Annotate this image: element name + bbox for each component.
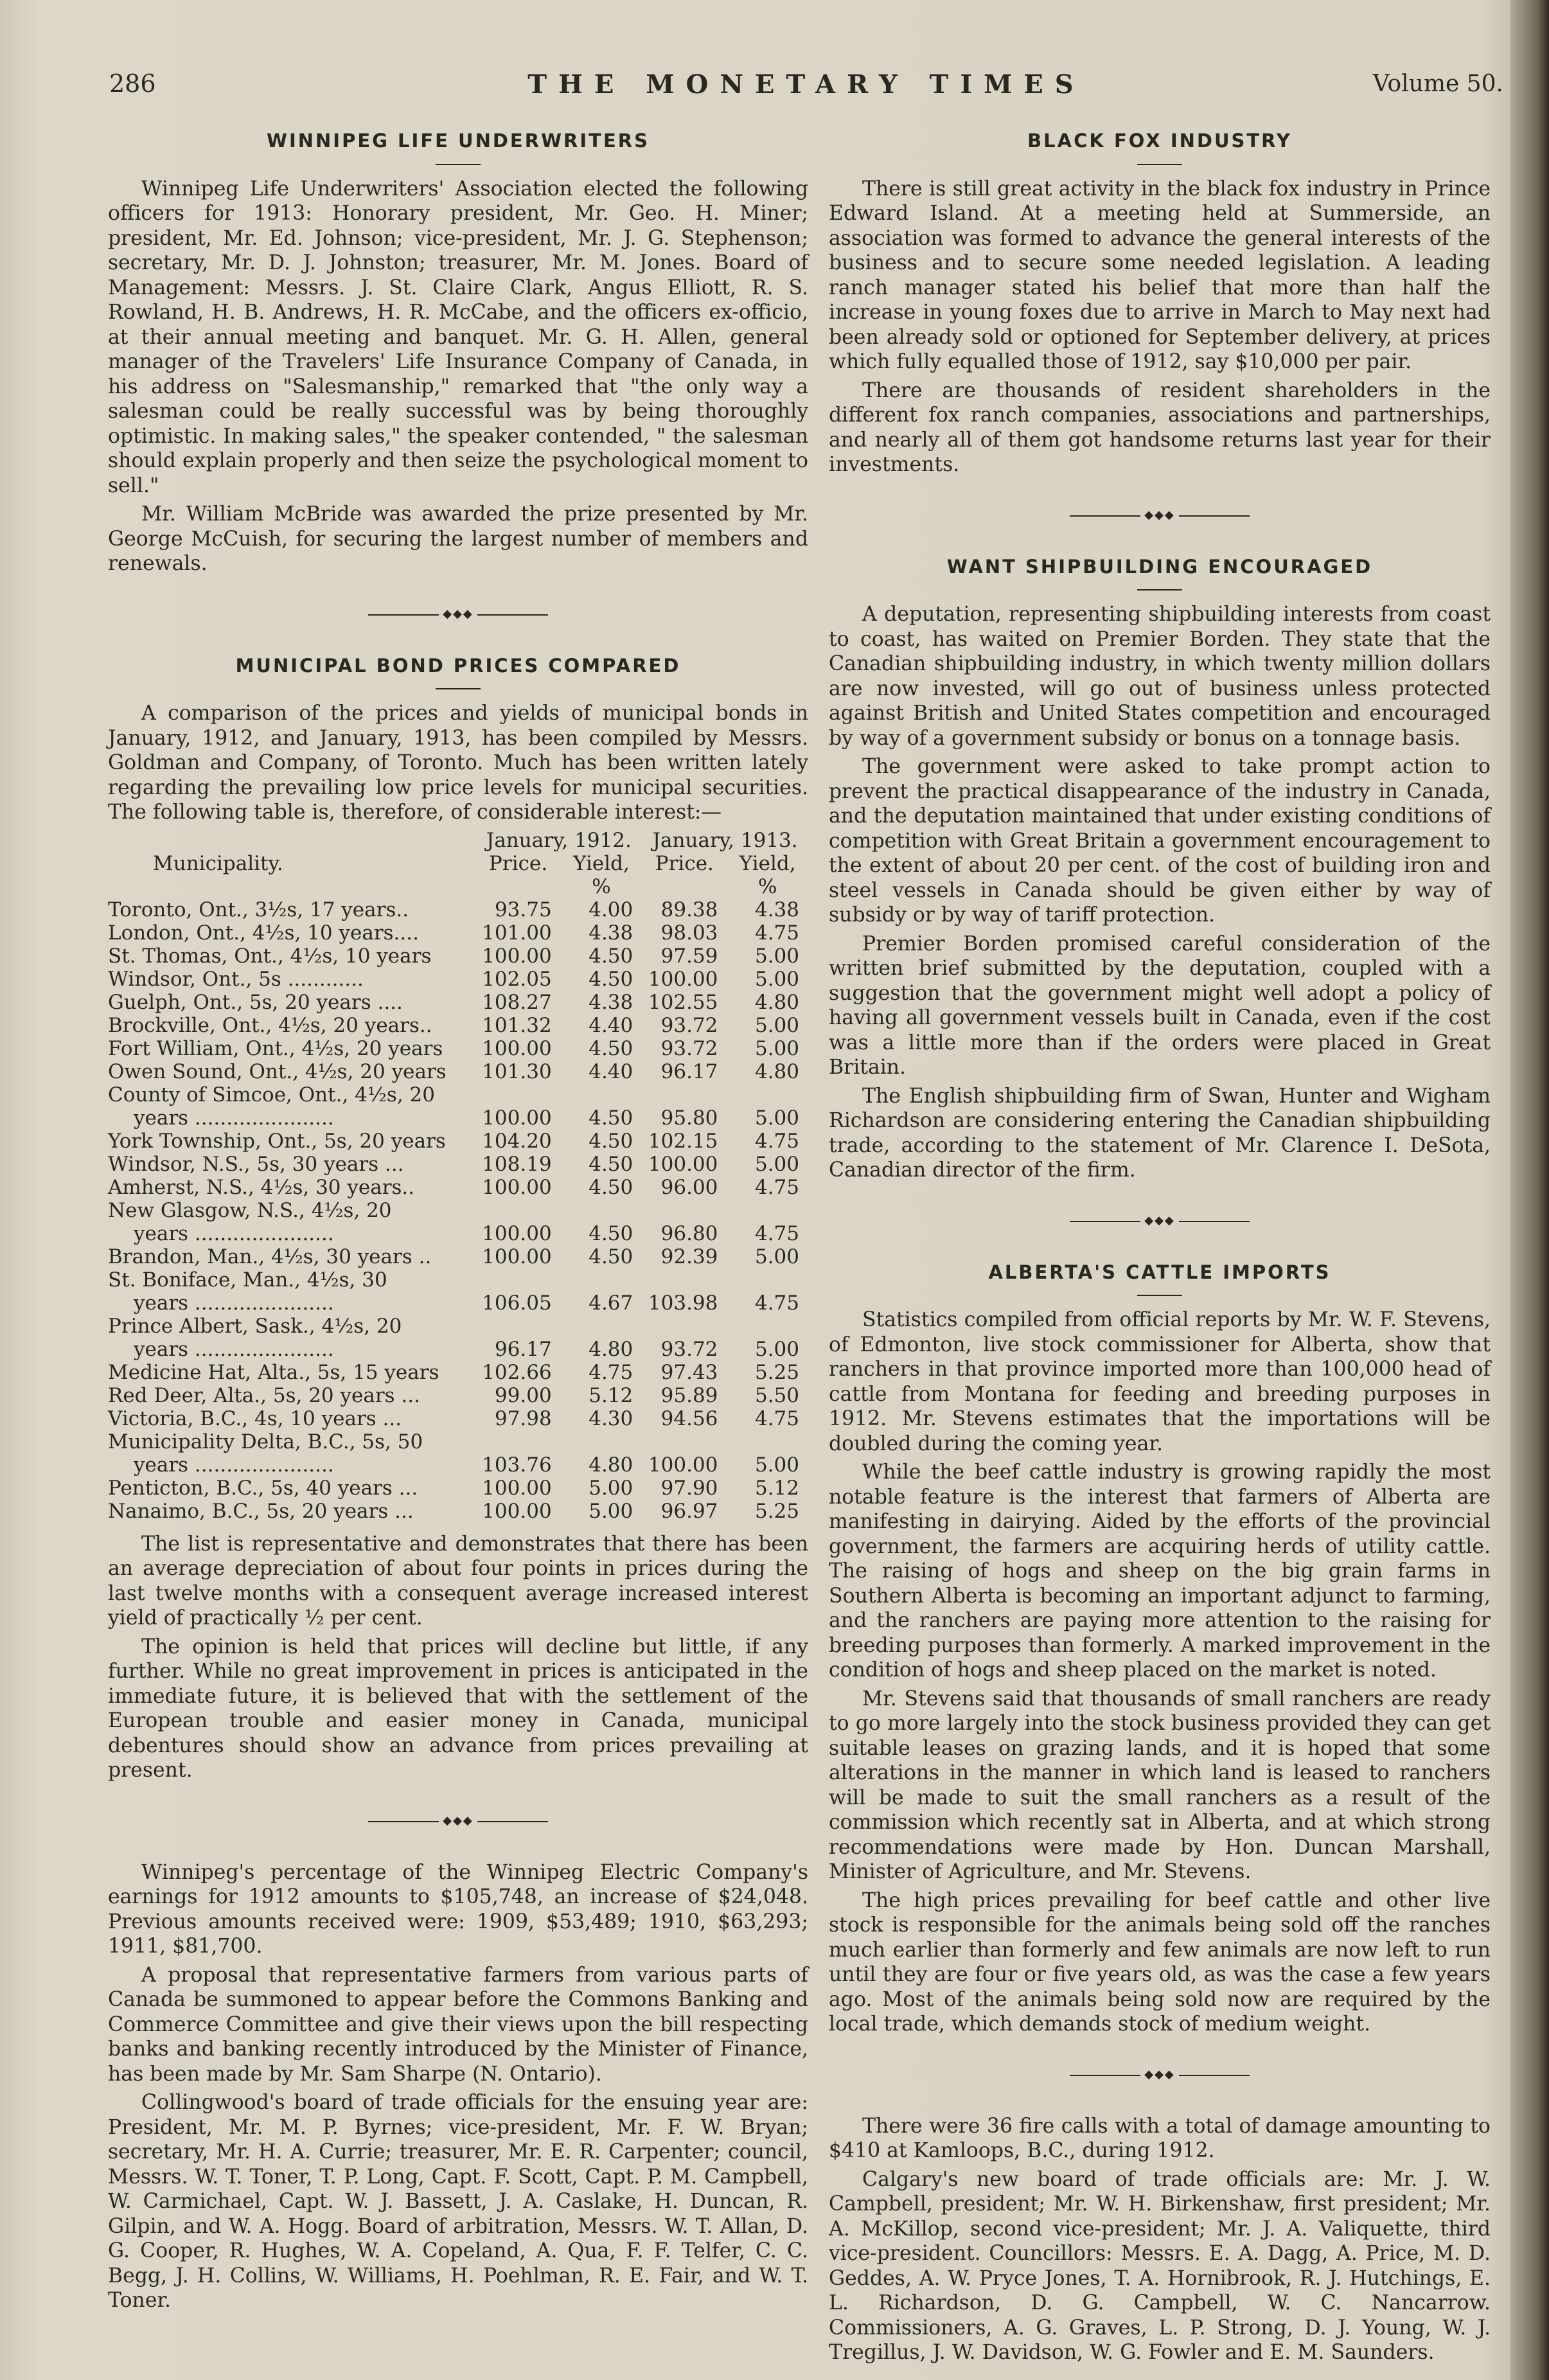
article-paragraph: There are thousands of resident shareholders in the different fox ranch companies, associations and partnerships, and nearly all of them got handsome returns last year for their investments. [829, 378, 1491, 476]
price-cell: 100.00 [648, 1453, 718, 1477]
table-row [108, 1245, 808, 1268]
yield-cell: 4.38 [754, 898, 799, 921]
price-cell: 100.00 [482, 1036, 552, 1060]
table-row [108, 1083, 808, 1106]
price-cell: 97.98 [494, 1407, 552, 1430]
municipality-cell: years ...................... [134, 1337, 334, 1361]
right-column [829, 129, 1491, 2369]
table-row [108, 1037, 808, 1060]
heading-rule [436, 164, 481, 165]
table-row [108, 898, 808, 921]
municipality-cell: Amherst, N.S., 4½s, 30 years.. [108, 1175, 415, 1199]
price-cell: 96.80 [660, 1221, 718, 1245]
yield-cell: 4.80 [754, 990, 799, 1014]
article-paragraph: The English shipbuilding firm of Swan, Hunter and Wigham Richardson are considering entering the Canadian shipbuilding trade, according to the statement of Mr. Clarence I. DeSota, Canadian director of the firm. [829, 1084, 1491, 1182]
yield-cell [561, 1430, 642, 1453]
article-paragraph: Premier Borden promised careful consideration of the written brief submitted by the deputation, coupled with a suggestion that the government might well adopt a policy of having all government vessels built in Canada, even if the cost was a little more than if the orders were placed in Great Britain. [829, 932, 1491, 1079]
article-paragraph: There is still great activity in the black fox industry in Prince Edward Island. At a meeting held at Summerside, an association was formed to advance the general interests of the business and to secure some needed legislation. A leading ranch manager stated his belief that more than half the increase in young foxes due to arrive in March to May next had been already sold or optioned for September delivery, at prices which fully equalled those of 1912, say $10,000 per pair. [829, 177, 1491, 373]
news-brief: Collingwood's board of trade officials for the ensuing year are: President, Mr. M. P. Byrnes; vice-president, Mr. F. W. Bryan; secretary, Mr. H. A. Currie; treasurer, Mr. E. R. Carpenter; council, Messrs. W. T. Toner, T. P. Long, Capt. F. Scott, Capt. P. M. Campbell, W. Carmichael, Capt. W. J. Bassett, J. A. Caslake, H. Duncan, R. Gilpin, and W. A. Hogg. Board of arbitration, Messrs. W. T. Allan, D. G. Cooper, R. Hughes, W. A. Copeland, A. Qua, F. F. Telfer, C. C. Begg, J. H. Collins, W. Williams, H. Poehlman, R. E. Fair, and W. T. Toner. [108, 2091, 808, 2312]
section-ornament: ◆◆◆ [829, 497, 1491, 535]
price-header: Price. [655, 851, 714, 875]
price-cell: 104.20 [482, 1129, 552, 1153]
price-cell: 96.17 [660, 1060, 718, 1083]
price-cell: 97.59 [660, 944, 718, 968]
yield-cell: 5.00 [589, 1476, 633, 1500]
table-row [108, 1106, 808, 1130]
table-row [108, 1268, 808, 1292]
yield-cell [727, 1430, 808, 1453]
page-number: 286 [109, 69, 156, 98]
yield-cell: 4.80 [589, 1453, 633, 1477]
municipality-cell: Windsor, Ont., 5s ............ [108, 967, 364, 991]
municipality-cell: years ...................... [134, 1106, 334, 1130]
municipality-cell: Fort William, Ont., 4½s, 20 years [108, 1036, 443, 1060]
price-cell: 101.32 [482, 1013, 552, 1037]
price-cell [476, 1315, 561, 1338]
price-cell: 94.56 [660, 1407, 718, 1430]
news-brief: Winnipeg's percentage of the Winnipeg Electric Company's earnings for 1912 amounts to $105,748, an increase of $24,048. Previous amounts received were: 1909, $53,489; 1910, $63,293; 1911, $81,700. [108, 1860, 808, 1958]
price-cell: 99.00 [494, 1383, 552, 1407]
bond-table-body [108, 898, 808, 1523]
price-cell [476, 1199, 561, 1222]
section-ornament: ◆◆◆ [108, 596, 808, 634]
price-cell: 100.00 [482, 1499, 552, 1523]
price-cell: 95.80 [660, 1106, 718, 1130]
yield-cell: 4.50 [589, 1245, 633, 1268]
price-cell: 93.75 [494, 898, 552, 921]
yield-cell: 4.75 [754, 1129, 799, 1153]
price-cell: 100.00 [482, 1221, 552, 1245]
table-row [108, 1315, 808, 1338]
price-cell: 101.00 [482, 921, 552, 945]
table-row [108, 1500, 808, 1523]
yield-cell [727, 1315, 808, 1338]
yield-cell [727, 1268, 808, 1292]
section-ornament: ◆◆◆ [108, 1802, 808, 1841]
yield-cell: 5.12 [754, 1476, 799, 1500]
price-cell: 93.72 [660, 1337, 718, 1361]
yield-cell: 4.38 [589, 990, 633, 1014]
yield-cell: 4.50 [589, 967, 633, 991]
right-news-briefs [829, 2114, 1491, 2365]
price-cell [476, 1083, 561, 1106]
price-cell: 95.89 [660, 1383, 718, 1407]
municipality-cell: Guelph, Ont., 5s, 20 years .... [108, 990, 403, 1014]
article-paragraph: Statistics compiled from official reports by Mr. W. F. Stevens, of Edmonton, live stock commissioner for Alberta, show that ranchers in that province imported more than 100,000 head of cattle from Montana for feeding and breeding purposes in 1912. Mr. Stevens estimates that the importations will be doubled during the coming year. [829, 1308, 1491, 1455]
article-heading: WANT SHIPBUILDING ENCOURAGED [946, 555, 1373, 578]
municipality-cell: Red Deer, Alta., 5s, 20 years ... [108, 1383, 420, 1407]
table-row [108, 991, 808, 1014]
yield-cell [727, 1083, 808, 1106]
table-row [108, 1222, 808, 1245]
price-cell: 93.72 [660, 1036, 718, 1060]
yield-cell: 4.50 [589, 1152, 633, 1176]
article-paragraph: The list is representative and demonstrates that there has been an average depreciation of about four points in prices during the last twelve months with a consequent average increased interest yield of practically ½ per cent. [108, 1532, 808, 1630]
table-row [108, 1384, 808, 1407]
yield-cell: 4.00 [589, 898, 633, 921]
percent-unit: % [757, 875, 777, 898]
yield-cell: 4.75 [754, 1221, 799, 1245]
left-news-briefs [108, 1860, 808, 2313]
article-black-fox-industry [829, 129, 1491, 477]
article-heading: MUNICIPAL BOND PRICES COMPARED [235, 654, 681, 677]
price-cell: 108.19 [482, 1152, 552, 1176]
price-cell: 106.05 [482, 1291, 552, 1315]
article-municipal-bond-prices [108, 653, 808, 1783]
municipality-cell: New Glasgow, N.S., 4½s, 20 [108, 1198, 392, 1222]
yield-cell: 4.75 [754, 1407, 799, 1430]
yield-cell: 5.12 [589, 1383, 633, 1407]
yield-cell: 5.00 [754, 1036, 799, 1060]
yield-cell: 5.00 [754, 1245, 799, 1268]
yield-cell: 4.50 [589, 1036, 633, 1060]
municipality-cell: Brandon, Man., 4½s, 30 years .. [108, 1245, 432, 1268]
yield-cell: 5.50 [754, 1383, 799, 1407]
municipality-cell: years ...................... [134, 1221, 334, 1245]
bond-prices-table [108, 829, 808, 1523]
article-heading: ALBERTA'S CATTLE IMPORTS [988, 1261, 1331, 1283]
table-row [108, 1014, 808, 1037]
masthead: THE MONETARY TIMES [527, 69, 1085, 100]
price-cell: 89.38 [660, 898, 718, 921]
price-cell: 98.03 [660, 921, 718, 945]
yield-cell: 5.00 [754, 1106, 799, 1130]
yield-cell: 4.80 [589, 1337, 633, 1361]
year-1912-header: January, 1912. [486, 828, 632, 852]
table-row [108, 1477, 808, 1500]
article-winnipeg-life-underwriters [108, 129, 808, 576]
yield-cell: 4.75 [754, 1291, 799, 1315]
yield-cell: 4.80 [754, 1060, 799, 1083]
municipality-cell: Toronto, Ont., 3½s, 17 years.. [108, 898, 409, 921]
price-cell: 103.98 [648, 1291, 718, 1315]
municipality-cell: Windsor, N.S., 5s, 30 years ... [108, 1152, 404, 1176]
price-cell: 100.00 [482, 944, 552, 968]
yield-cell: 4.40 [589, 1060, 633, 1083]
municipality-cell: years ...................... [134, 1291, 334, 1315]
article-shipbuilding [829, 555, 1491, 1183]
price-cell [476, 1268, 561, 1292]
yield-cell: 4.75 [754, 1175, 799, 1199]
book-spine-edge [1510, 0, 1549, 2380]
table-row [108, 1407, 808, 1430]
table-row [108, 1199, 808, 1222]
price-cell: 100.00 [482, 1476, 552, 1500]
table-row [108, 1453, 808, 1477]
yield-header: Yield, [739, 851, 796, 875]
price-cell: 92.39 [660, 1245, 718, 1268]
year-1913-header: January, 1913. [652, 828, 798, 852]
yield-cell: 5.25 [754, 1360, 799, 1384]
price-cell: 103.76 [482, 1453, 552, 1477]
municipality-cell: County of Simcoe, Ont., 4½s, 20 [108, 1083, 435, 1106]
table-row [108, 945, 808, 968]
table-row [108, 1153, 808, 1176]
heading-rule [1137, 164, 1182, 165]
price-cell: 102.15 [648, 1129, 718, 1153]
article-heading: BLACK FOX INDUSTRY [1027, 130, 1292, 152]
yield-cell: 5.00 [754, 967, 799, 991]
article-alberta-cattle-imports [829, 1260, 1491, 2037]
yield-cell [561, 1199, 642, 1222]
yield-cell: 4.50 [589, 1221, 633, 1245]
percent-unit: % [592, 875, 611, 898]
price-header: Price. [489, 851, 548, 875]
table-row [108, 1060, 808, 1083]
yield-cell: 4.30 [589, 1407, 633, 1430]
news-brief: A proposal that representative farmers from various parts of Canada be summoned to appear before the Commons Banking and Commerce Committee and give their views upon the bill respecting banks and banking recently introduced by the Minister of Finance, has been made by Mr. Sam Sharpe (N. Ontario). [108, 1963, 808, 2086]
yield-cell: 5.00 [754, 1453, 799, 1477]
municipality-cell: Prince Albert, Sask., 4½s, 20 [108, 1314, 402, 1338]
table-row [108, 1430, 808, 1453]
table-row [108, 1130, 808, 1153]
heading-rule [436, 688, 481, 689]
news-brief: There were 36 fire calls with a total of damage amounting to $410 at Kamloops, B.C., during 1912. [829, 2114, 1491, 2162]
price-cell [642, 1430, 727, 1453]
price-cell [642, 1083, 727, 1106]
municipality-cell: Nanaimo, B.C., 5s, 20 years ... [108, 1499, 414, 1523]
price-cell: 108.27 [482, 990, 552, 1014]
price-cell: 93.72 [660, 1013, 718, 1037]
municipality-cell: Brockville, Ont., 4½s, 20 years.. [108, 1013, 432, 1037]
yield-cell: 4.50 [589, 944, 633, 968]
yield-cell [561, 1315, 642, 1338]
article-paragraph: A deputation, representing shipbuilding interests from coast to coast, has waited on Premier Borden. They state that the Canadian shipbuilding industry, in which twenty million dollars are now invested, will go out of business unless protected against British and United States competition and encouraged by way of a government subsidy or bonus on a tonnage basis. [829, 603, 1491, 750]
price-cell [642, 1199, 727, 1222]
yield-cell: 4.38 [589, 921, 633, 945]
price-cell: 100.00 [482, 1106, 552, 1130]
price-cell: 102.05 [482, 967, 552, 991]
municipality-cell: London, Ont., 4½s, 10 years.... [108, 921, 419, 945]
price-cell: 100.00 [482, 1175, 552, 1199]
article-paragraph: The government were asked to take prompt action to prevent the practical disappearance of the industry in Canada, and the deputation maintained that under existing conditions of competition with Great Britain a government encouragement to the extent of about 20 per cent. of the cost of building iron and steel vessels in Canada should be given either by way of subsidy or by way of tariff protection. [829, 755, 1491, 927]
yield-cell: 4.67 [589, 1291, 633, 1315]
article-paragraph: Mr. Stevens said that thousands of small ranchers are ready to go more largely into the stock business provided they can get suitable leases on grazing lands, and it is hoped that some alterations in the manner in which land is leased to ranchers will be made to suit the small ranchers as a result of the commission which recently sat in Alberta, and at which strong recommendations were made by Hon. Duncan Marshall, Minister of Agriculture, and Mr. Stevens. [829, 1687, 1491, 1883]
yield-cell [561, 1268, 642, 1292]
yield-cell: 5.00 [754, 1013, 799, 1037]
yield-cell: 5.00 [754, 944, 799, 968]
article-paragraph: The high prices prevailing for beef cattle and other live stock is responsible for the animals being sold off the ranches much earlier than formerly and few animals are now left to run until they are four or five years old, as was the case a few years ago. Most of the animals being sold now are required by the local trade, which demands stock of medium weight. [829, 1888, 1491, 2036]
yield-cell: 4.50 [589, 1106, 633, 1130]
article-paragraph: A comparison of the prices and yields of municipal bonds in January, 1912, and January, 1913, has been compiled by Messrs. Goldman and Company, of Toronto. Much has been written lately regarding the prevailing low price levels for municipal securities. The following table is, therefore, of considerable interest:— [108, 702, 808, 824]
table-row [108, 1292, 808, 1315]
municipality-cell: Municipality Delta, B.C., 5s, 50 [108, 1430, 423, 1453]
article-heading: WINNIPEG LIFE UNDERWRITERS [266, 130, 650, 152]
price-cell: 100.00 [648, 1152, 718, 1176]
heading-rule [1137, 1295, 1182, 1296]
table-row [108, 1176, 808, 1199]
yield-cell: 4.50 [589, 1129, 633, 1153]
price-cell: 97.90 [660, 1476, 718, 1500]
price-cell: 97.43 [660, 1360, 718, 1384]
article-paragraph: Winnipeg Life Underwriters' Association elected the following officers for 1913: Honorary president, Mr. Geo. H. Miner; president, Mr. Ed. Johnson; vice-president, Mr. J. G. Stephenson; secretary, Mr. D. J. Johnston; treasurer, Mr. M. Jones. Board of Management: Messrs. J. St. Claire Clark, Angus Elliott, R. S. Rowland, H. B. Andrews, H. R. McCabe, and the officers ex-officio, at their annual meeting and banquet. Mr. G. H. Allen, general manager of the Travelers' Life Insurance Company of Canada, in his address on "Salesmanship," remarked that "the only way a salesman could be really successful was by being thoroughly optimistic. In making sales," the speaker contended, " the salesman should explain properly and then seize the psychological moment to sell." [108, 177, 808, 497]
municipality-cell: years ...................... [134, 1453, 334, 1477]
price-cell: 101.30 [482, 1060, 552, 1083]
price-cell: 96.00 [660, 1175, 718, 1199]
yield-header: Yield, [573, 851, 630, 875]
table-row [108, 968, 808, 991]
heading-rule [1137, 589, 1182, 591]
section-ornament: ◆◆◆ [829, 1202, 1491, 1241]
section-ornament: ◆◆◆ [829, 2056, 1491, 2095]
municipality-cell: St. Boniface, Man., 4½s, 30 [108, 1268, 387, 1292]
municipality-cell: Penticton, B.C., 5s, 40 years ... [108, 1476, 418, 1500]
yield-cell: 4.75 [589, 1360, 633, 1384]
price-cell [642, 1315, 727, 1338]
yield-cell: 4.50 [589, 1175, 633, 1199]
municipality-cell: Medicine Hat, Alta., 5s, 15 years [108, 1360, 439, 1384]
price-cell: 100.00 [648, 967, 718, 991]
yield-cell: 5.00 [589, 1499, 633, 1523]
article-paragraph: Mr. William McBride was awarded the prize presented by Mr. George McCuish, for securing the largest number of members and renewals. [108, 502, 808, 575]
municipality-cell: St. Thomas, Ont., 4½s, 10 years [108, 944, 432, 968]
yield-cell: 5.00 [754, 1337, 799, 1361]
price-cell: 100.00 [482, 1245, 552, 1268]
table-row [108, 921, 808, 945]
article-paragraph: The opinion is held that prices will decline but little, if any further. While no great improvement in prices is anticipated in the immediate future, it is believed that with the settlement of the European trouble and easier money in Canada, municipal debentures should show an advance from prices prevailing at present. [108, 1635, 808, 1782]
volume-label: Volume 50. [1372, 71, 1503, 97]
municipality-cell: Owen Sound, Ont., 4½s, 20 years [108, 1060, 447, 1083]
municipality-cell: York Township, Ont., 5s, 20 years [108, 1129, 446, 1153]
price-cell: 96.17 [494, 1337, 552, 1361]
yield-cell [561, 1083, 642, 1106]
yield-cell: 4.40 [589, 1013, 633, 1037]
article-paragraph: While the beef cattle industry is growing rapidly the most notable feature is the interest that farmers of Alberta are manifesting in dairying. Aided by the efforts of the provincial government, the farmers are acquiring herds of utility cattle. The raising of hogs and sheep on the big grain farms in Southern Alberta is becoming an important adjunct to farming, and the ranchers are paying more attention to the raising for breeding purposes than formerly. A marked improvement in the condition of hogs and sheep placed on the market is noted. [829, 1461, 1491, 1682]
yield-cell [727, 1199, 808, 1222]
price-cell [642, 1268, 727, 1292]
municipality-cell: Victoria, B.C., 4s, 10 years ... [108, 1407, 402, 1430]
price-cell: 96.97 [660, 1499, 718, 1523]
news-brief: Calgary's new board of trade officials are: Mr. J. W. Campbell, president; Mr. W. H. Birkenshaw, first president; Mr. A. McKillop, second vice-president; Mr. J. A. Valiquette, third vice-president. Councillors: Messrs. E. A. Dagg, A. Price, M. D. Geddes, A. W. Pryce Jones, T. A. Hornibrook, R. J. Hutchings, E. L. Richardson, D. G. Campbell, W. C. Nancarrow. Commissioners, A. G. Graves, L. P. Strong, D. J. Young, W. J. Tregillus, J. W. Davidson, W. G. Fowler and E. M. Saunders. [829, 2167, 1491, 2364]
price-cell: 102.55 [648, 990, 718, 1014]
page-header [109, 69, 1503, 108]
table-row [108, 1361, 808, 1384]
yield-cell: 5.00 [754, 1152, 799, 1176]
table-row [108, 1338, 808, 1361]
municipality-header: Municipality. [153, 851, 283, 875]
left-column [108, 129, 808, 2317]
yield-cell: 5.25 [754, 1499, 799, 1523]
price-cell [476, 1430, 561, 1453]
price-cell: 102.66 [482, 1360, 552, 1384]
yield-cell: 4.75 [754, 921, 799, 945]
